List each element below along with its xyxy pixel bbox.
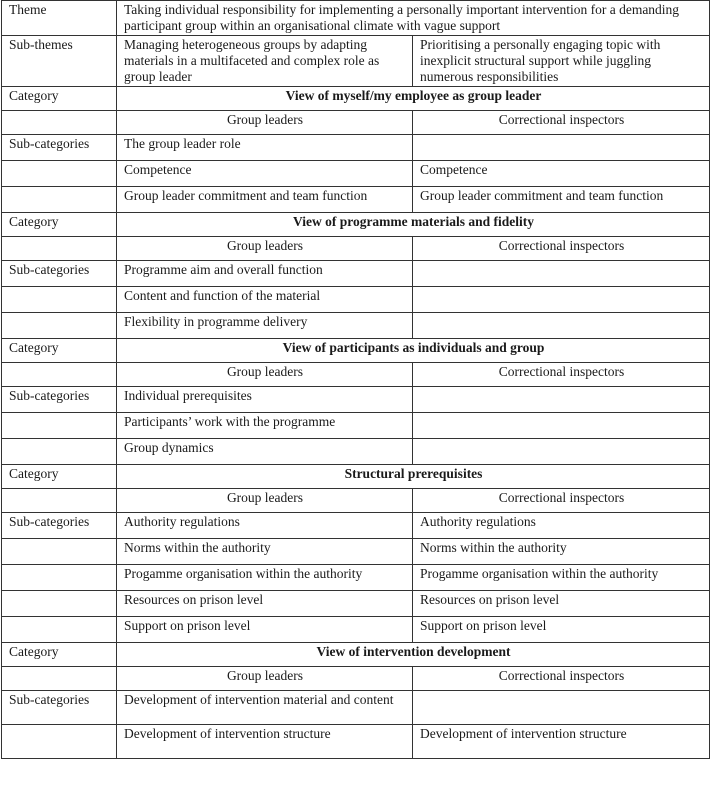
subcategory-group-leaders: Content and function of the material [117, 287, 413, 313]
subcategory-group-leaders: Progamme organisation within the authority [117, 565, 413, 591]
column-header-row [2, 237, 710, 261]
correctional-inspectors-header: Correctional inspectors [413, 111, 710, 135]
group-leaders-header: Group leaders [117, 489, 413, 513]
empty-cell [2, 439, 117, 465]
subtheme-correctional-inspectors: Prioritising a personally engaging topic with inexplicit structural support while juggling numerous responsibilities [413, 36, 710, 87]
subcategory-row [2, 725, 710, 759]
subcategory-row [2, 591, 710, 617]
empty-cell [2, 725, 117, 759]
subcategory-row [2, 261, 710, 287]
subcategories-label: Sub-categories [2, 513, 117, 539]
subcategory-row [2, 135, 710, 161]
group-leaders-header: Group leaders [117, 363, 413, 387]
subcategory-group-leaders: Group leader commitment and team function [117, 187, 413, 213]
category-label: Category [2, 87, 117, 111]
subcategory-group-leaders: Development of intervention material and content [117, 691, 413, 725]
subcategory-correctional-inspectors [413, 135, 710, 161]
subcategory-row [2, 187, 710, 213]
subcategory-correctional-inspectors [413, 313, 710, 339]
subcategory-correctional-inspectors [413, 413, 710, 439]
subcategory-group-leaders: Resources on prison level [117, 591, 413, 617]
subcategories-label: Sub-categories [2, 387, 117, 413]
subcategory-correctional-inspectors [413, 691, 710, 725]
subcategory-group-leaders: Flexibility in programme delivery [117, 313, 413, 339]
subcategory-row [2, 313, 710, 339]
subcategory-group-leaders: Group dynamics [117, 439, 413, 465]
category-title: View of intervention development [117, 643, 710, 667]
category-label: Category [2, 465, 117, 489]
subcategory-row [2, 387, 710, 413]
subcategories-label: Sub-categories [2, 261, 117, 287]
empty-cell [2, 617, 117, 643]
subcategory-correctional-inspectors: Competence [413, 161, 710, 187]
subcategory-row [2, 161, 710, 187]
empty-cell [2, 363, 117, 387]
group-leaders-header: Group leaders [117, 237, 413, 261]
category-label: Category [2, 643, 117, 667]
category-row [2, 213, 710, 237]
category-row [2, 87, 710, 111]
column-header-row [2, 489, 710, 513]
category-label: Category [2, 339, 117, 363]
empty-cell [2, 489, 117, 513]
column-header-row [2, 667, 710, 691]
subcategory-group-leaders: The group leader role [117, 135, 413, 161]
empty-cell [2, 111, 117, 135]
themes-table [1, 0, 710, 759]
subtheme-group-leaders: Managing heterogeneous groups by adapting materials in a multifaceted and complex role as group leader [117, 36, 413, 87]
subcategory-correctional-inspectors [413, 439, 710, 465]
subcategory-row [2, 617, 710, 643]
subcategory-row [2, 539, 710, 565]
subcategories-label: Sub-categories [2, 135, 117, 161]
subcategory-group-leaders: Norms within the authority [117, 539, 413, 565]
subcategory-correctional-inspectors: Development of intervention structure [413, 725, 710, 759]
theme-row [2, 1, 710, 36]
category-row [2, 339, 710, 363]
subthemes-row [2, 36, 710, 87]
category-title: View of programme materials and fidelity [117, 213, 710, 237]
empty-cell [2, 161, 117, 187]
category-title: Structural prerequisites [117, 465, 710, 489]
empty-cell [2, 413, 117, 439]
theme-label: Theme [2, 1, 117, 36]
subthemes-label: Sub-themes [2, 36, 117, 87]
empty-cell [2, 667, 117, 691]
category-title: View of myself/my employee as group leader [117, 87, 710, 111]
subcategory-row [2, 439, 710, 465]
category-label: Category [2, 213, 117, 237]
subcategory-group-leaders: Individual prerequisites [117, 387, 413, 413]
subcategory-group-leaders: Development of intervention structure [117, 725, 413, 759]
empty-cell [2, 591, 117, 617]
category-title: View of participants as individuals and group [117, 339, 710, 363]
subcategory-group-leaders: Competence [117, 161, 413, 187]
subcategory-correctional-inspectors: Authority regulations [413, 513, 710, 539]
subcategory-correctional-inspectors: Resources on prison level [413, 591, 710, 617]
subcategory-row [2, 691, 710, 725]
subcategory-correctional-inspectors [413, 387, 710, 413]
subcategory-row [2, 565, 710, 591]
group-leaders-header: Group leaders [117, 111, 413, 135]
correctional-inspectors-header: Correctional inspectors [413, 667, 710, 691]
column-header-row [2, 363, 710, 387]
subcategory-group-leaders: Programme aim and overall function [117, 261, 413, 287]
group-leaders-header: Group leaders [117, 667, 413, 691]
subcategory-row [2, 413, 710, 439]
correctional-inspectors-header: Correctional inspectors [413, 489, 710, 513]
subcategory-group-leaders: Support on prison level [117, 617, 413, 643]
subcategory-correctional-inspectors: Support on prison level [413, 617, 710, 643]
column-header-row [2, 111, 710, 135]
empty-cell [2, 187, 117, 213]
empty-cell [2, 565, 117, 591]
correctional-inspectors-header: Correctional inspectors [413, 237, 710, 261]
subcategories-label: Sub-categories [2, 691, 117, 725]
category-row [2, 465, 710, 489]
empty-cell [2, 539, 117, 565]
empty-cell [2, 313, 117, 339]
subcategory-correctional-inspectors [413, 261, 710, 287]
empty-cell [2, 287, 117, 313]
theme-text: Taking individual responsibility for implementing a personally important intervention for a demanding participant group within an organisational climate with vague support [117, 1, 710, 36]
subcategory-correctional-inspectors [413, 287, 710, 313]
category-row [2, 643, 710, 667]
subcategory-group-leaders: Authority regulations [117, 513, 413, 539]
subcategory-correctional-inspectors: Progamme organisation within the authority [413, 565, 710, 591]
subcategory-group-leaders: Participants’ work with the programme [117, 413, 413, 439]
subcategory-correctional-inspectors: Norms within the authority [413, 539, 710, 565]
empty-cell [2, 237, 117, 261]
subcategory-row [2, 287, 710, 313]
themes-table-body [2, 1, 710, 759]
subcategory-row [2, 513, 710, 539]
subcategory-correctional-inspectors: Group leader commitment and team function [413, 187, 710, 213]
correctional-inspectors-header: Correctional inspectors [413, 363, 710, 387]
